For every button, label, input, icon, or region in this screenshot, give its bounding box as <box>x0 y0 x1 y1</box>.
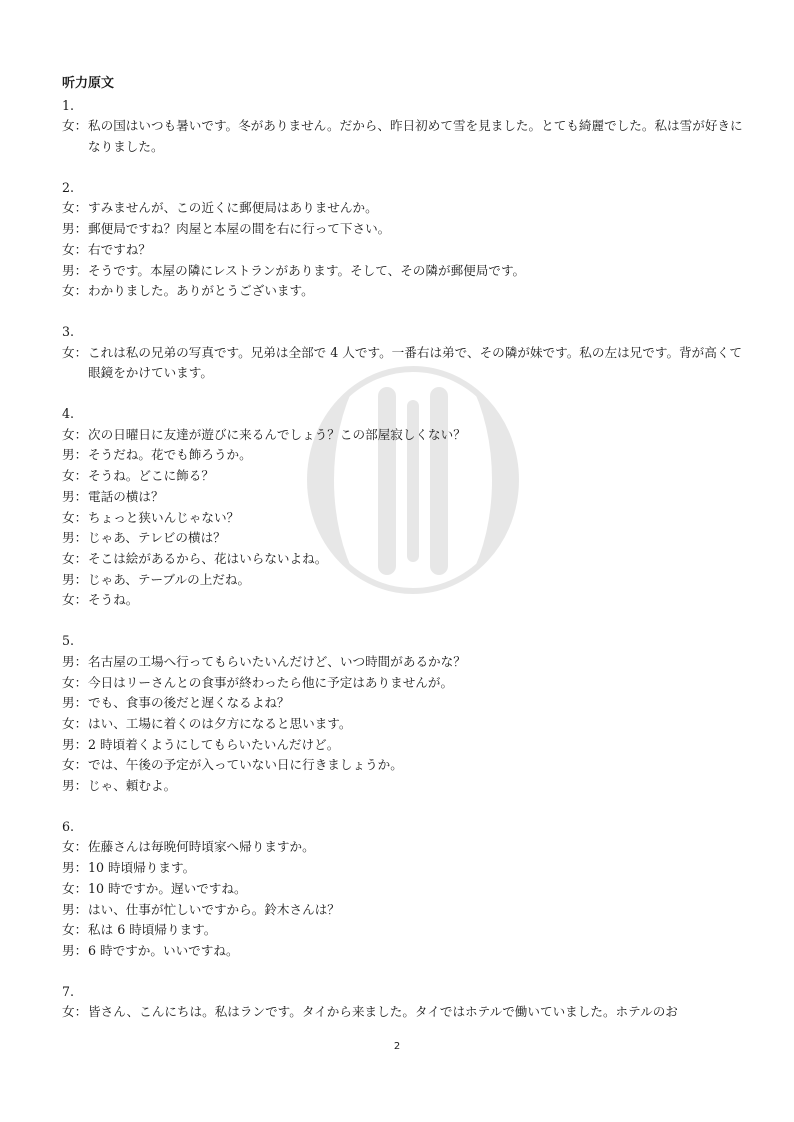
dialogue-line <box>62 714 752 735</box>
speaker-label: 男： <box>62 571 88 587</box>
dialogue-section <box>62 96 752 158</box>
dialogue-section <box>62 322 752 384</box>
dialogue-line <box>62 1002 752 1023</box>
page-number: 2 <box>393 1041 401 1052</box>
dialogue-section <box>62 178 752 302</box>
line-text: これは私の兄弟の写真です。兄弟は全部で 4 人です。一番右は弟で、その隣が妹です。私の左は兄です。背が高くて眼鏡をかけています。 <box>88 344 743 381</box>
speaker-label: 女： <box>62 592 88 608</box>
dialogue-line <box>62 343 752 384</box>
speaker-label: 女： <box>62 200 88 216</box>
speaker-label: 女： <box>62 922 88 938</box>
dialogue-line <box>62 673 752 694</box>
speaker-label: 男： <box>62 736 88 752</box>
speaker-label: 男： <box>62 262 88 278</box>
dialogue-line <box>62 240 752 261</box>
speaker-label: 男： <box>62 530 88 546</box>
speaker-label: 男： <box>62 942 88 958</box>
speaker-label: 女： <box>62 468 88 484</box>
section-number: 3. <box>62 324 75 339</box>
line-text: はい、工場に着くのは夕方になると思います。 <box>88 715 352 731</box>
speaker-label: 男： <box>62 221 88 237</box>
line-text: そうです。本屋の隣にレストランがあります。そして、その隣が郵便局です。 <box>88 262 526 278</box>
dialogue-line <box>62 487 752 508</box>
speaker-label: 男： <box>62 860 88 876</box>
line-text: わかりました。ありがとうございます。 <box>88 283 314 299</box>
dialogue-line <box>62 466 752 487</box>
speaker-label: 男： <box>62 778 88 794</box>
line-text: そこは絵があるから、花はいらないよね。 <box>88 551 328 566</box>
dialogue-line <box>62 281 752 302</box>
dialogue-line <box>62 920 752 941</box>
speaker-label: 男： <box>62 447 88 463</box>
speaker-label: 女： <box>62 283 88 299</box>
dialogue-line <box>62 219 752 240</box>
speaker-label: 女： <box>62 757 88 773</box>
line-text: 私は 6 時頃帰ります。 <box>88 922 217 938</box>
line-text: でも、食事の後だと遅くなるよね？ <box>88 695 290 711</box>
section-number: 4. <box>62 406 75 422</box>
dialogue-line <box>62 508 752 529</box>
line-text: すみませんが、この近くに郵便局はありませんか。 <box>88 200 378 216</box>
speaker-label: 男： <box>62 901 88 917</box>
section-number: 6. <box>62 818 75 834</box>
line-text: 今日はリーさんとの食事が終わったら他に予定はありませんが。 <box>88 674 454 690</box>
speaker-label: 男： <box>62 653 88 669</box>
dialogue-line <box>62 590 752 611</box>
line-text: そうだね。花でも飾ろうか。 <box>88 447 252 463</box>
dialogue-line <box>62 879 752 900</box>
dialogue-section <box>62 982 752 1023</box>
line-text: 10 時ですか。遅いですね。 <box>88 880 247 896</box>
speaker-label: 女： <box>62 880 88 896</box>
document-title: 听力原文 <box>62 76 115 91</box>
dialogue-line <box>62 837 752 858</box>
dialogue-line <box>62 198 752 219</box>
speaker-label: 女： <box>62 118 88 134</box>
line-text: じゃあ、テレビの横は？ <box>88 530 226 546</box>
line-text: 右ですね？ <box>88 241 151 257</box>
line-text: では、午後の予定が入っていない日に行きましょうか。 <box>88 757 403 773</box>
line-text: 名古屋の工場へ行ってもらいたいんだけど、いつ時間があるかな？ <box>88 653 466 669</box>
speaker-label: 女： <box>62 674 88 690</box>
line-text: 皆さん、こんにちは。私はランです。タイから来ました。タイではホテルで働いていました。ホテルのお <box>88 1004 678 1020</box>
speaker-label: 女： <box>62 344 88 360</box>
line-text: 私の国はいつも暑いです。冬がありません。だから、昨日初めて雪を見ました。とても綺麗でした。私は雪が好きになりました。 <box>88 118 743 155</box>
dialogue-line <box>62 445 752 466</box>
dialogue-line <box>62 425 752 446</box>
dialogue-line <box>62 549 752 570</box>
dialogue-line <box>62 528 752 549</box>
dialogue-line <box>62 755 752 776</box>
line-text: ちょっと狭いんじゃない？ <box>88 509 240 525</box>
section-number: 2. <box>62 179 75 195</box>
dialogue-line <box>62 116 752 157</box>
line-text: 佐藤さんは毎晩何時頃家へ帰りますか。 <box>88 839 315 855</box>
speaker-label: 男： <box>62 695 88 711</box>
dialogue-line <box>62 261 752 282</box>
line-text: 6 時ですか。いいですね。 <box>88 942 239 958</box>
transcript <box>62 74 752 1043</box>
line-text: そうね。 <box>88 592 139 608</box>
line-text: 電話の横は？ <box>88 488 164 504</box>
dialogue-section <box>62 817 752 962</box>
dialogue-line <box>62 858 752 879</box>
dialogue-line <box>62 652 752 673</box>
dialogue-line <box>62 735 752 756</box>
line-text: そうね。どこに飾る？ <box>88 468 214 484</box>
dialogue-line <box>62 570 752 591</box>
dialogue-section <box>62 404 752 611</box>
line-text: 2 時頃着くようにしてもらいたいんだけど。 <box>88 736 340 752</box>
dialogue-line <box>62 693 752 714</box>
speaker-label: 男： <box>62 488 88 504</box>
line-text: じゃ、頼むよ。 <box>88 778 177 794</box>
dialogue-section <box>62 631 752 797</box>
speaker-label: 女： <box>62 426 88 442</box>
section-number: 7. <box>62 983 75 999</box>
line-text: 郵便局ですね？肉屋と本屋の間を右に行って下さい。 <box>88 221 391 237</box>
line-text: 次の日曜日に友達が遊びに来るんでしょう？この部屋寂しくない？ <box>88 426 466 442</box>
line-text: はい、仕事が忙しいですから。鈴木さんは？ <box>88 901 340 917</box>
dialogue-line <box>62 776 752 797</box>
dialogue-line <box>62 900 752 921</box>
speaker-label: 女： <box>62 241 88 257</box>
section-number: 1. <box>62 97 75 113</box>
speaker-label: 女： <box>62 715 88 731</box>
line-text: じゃあ、テーブルの上だね。 <box>88 571 251 587</box>
speaker-label: 女： <box>62 1004 88 1020</box>
sections-container <box>62 96 752 1023</box>
dialogue-line <box>62 941 752 962</box>
line-text: 10 時頃帰ります。 <box>88 860 196 876</box>
speaker-label: 女： <box>62 839 88 855</box>
section-number: 5. <box>62 633 75 649</box>
speaker-label: 女： <box>62 509 88 525</box>
speaker-label: 女： <box>62 551 88 566</box>
